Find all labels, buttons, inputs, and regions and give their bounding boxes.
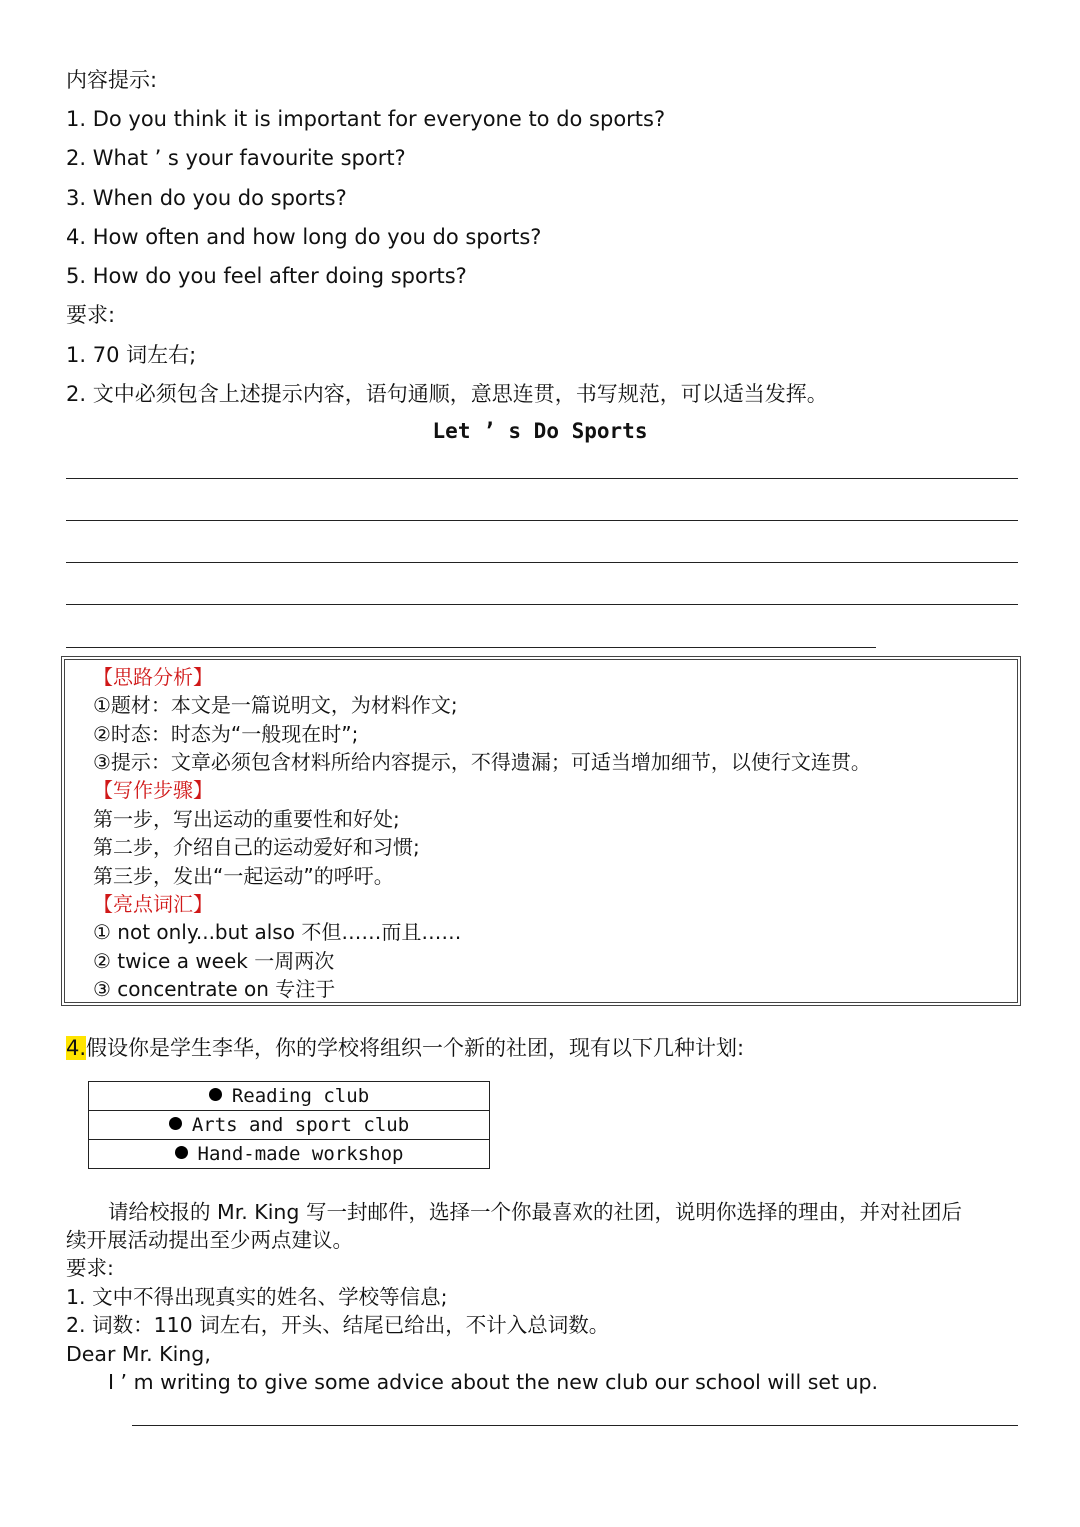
writing-line bbox=[132, 1425, 1018, 1426]
vocab-item: ② twice a week 一周两次 bbox=[93, 949, 335, 973]
instruction-line-1: 请给校报的 Mr. King 写一封邮件，选择一个你最喜欢的社团，说明你选择的理由，并对社团后 bbox=[108, 1200, 962, 1224]
club-options-table bbox=[88, 1081, 490, 1169]
vocab-item: ① not only...but also 不但……而且…… bbox=[93, 920, 462, 944]
vocab-item: ③ concentrate on 专注于 bbox=[93, 977, 336, 1001]
hint-2: 2. What ’ s your favourite sport? bbox=[66, 146, 406, 170]
bullet-icon bbox=[175, 1146, 188, 1159]
steps-heading: 【写作步骤】 bbox=[93, 778, 213, 802]
hint-heading: 内容提示: bbox=[66, 68, 158, 92]
requirement-4-2: 2. 词数：110 词左右，开头、结尾已给出，不计入总词数。 bbox=[66, 1313, 610, 1337]
bullet-icon bbox=[169, 1117, 182, 1130]
writing-line bbox=[66, 647, 876, 648]
requirement-2: 2. 文中必须包含上述提示内容，语句通顺，意思连贯，书写规范，可以适当发挥。 bbox=[66, 382, 828, 406]
writing-line bbox=[66, 604, 1018, 605]
analysis-item: ①题材：本文是一篇说明文，为材料作文; bbox=[93, 693, 458, 717]
hint-4: 4. How often and how long do you do sports? bbox=[66, 225, 542, 249]
requirement-1: 1. 70 词左右; bbox=[66, 343, 197, 367]
writing-line bbox=[66, 562, 1018, 563]
hint-3: 3. When do you do sports? bbox=[66, 186, 347, 210]
hint-1: 1. Do you think it is important for everyone to do sports? bbox=[66, 107, 666, 131]
bullet-icon bbox=[209, 1088, 222, 1101]
question-number: 4. bbox=[66, 1036, 87, 1060]
question-4 bbox=[66, 1034, 744, 1062]
step-item: 第二步，介绍自己的运动爱好和习惯; bbox=[93, 835, 420, 859]
writing-line bbox=[66, 478, 1018, 479]
requirements-heading-4: 要求: bbox=[66, 1256, 114, 1280]
letter-greeting: Dear Mr. King, bbox=[66, 1342, 211, 1366]
hint-5: 5. How do you feel after doing sports? bbox=[66, 264, 467, 288]
essay-title: Let ’ s Do Sports bbox=[432, 419, 648, 443]
writing-line bbox=[66, 520, 1018, 521]
letter-opening: I ’ m writing to give some advice about the new club our school will set up. bbox=[108, 1370, 879, 1394]
analysis-box bbox=[64, 659, 1018, 1003]
analysis-item: ③提示：文章必须包含材料所给内容提示，不得遗漏；可适当增加细节，以使行文连贯。 bbox=[93, 750, 871, 774]
requirement-4-1: 1. 文中不得出现真实的姓名、学校等信息; bbox=[66, 1285, 448, 1309]
vocab-heading: 【亮点词汇】 bbox=[93, 892, 213, 916]
analysis-heading: 【思路分析】 bbox=[93, 665, 213, 689]
club-option: Reading club bbox=[89, 1082, 490, 1111]
step-item: 第三步，发出“一起运动”的呼吁。 bbox=[93, 864, 394, 888]
instruction-line-2: 续开展活动提出至少两点建议。 bbox=[66, 1228, 353, 1252]
requirements-heading: 要求: bbox=[66, 303, 116, 327]
club-option: Arts and sport club bbox=[89, 1111, 490, 1140]
question-prompt: 假设你是学生李华，你的学校将组织一个新的社团，现有以下几种计划: bbox=[86, 1036, 745, 1060]
step-item: 第一步，写出运动的重要性和好处; bbox=[93, 807, 400, 831]
club-option: Hand-made workshop bbox=[89, 1140, 490, 1169]
analysis-item: ②时态：时态为“一般现在时”; bbox=[93, 722, 359, 746]
